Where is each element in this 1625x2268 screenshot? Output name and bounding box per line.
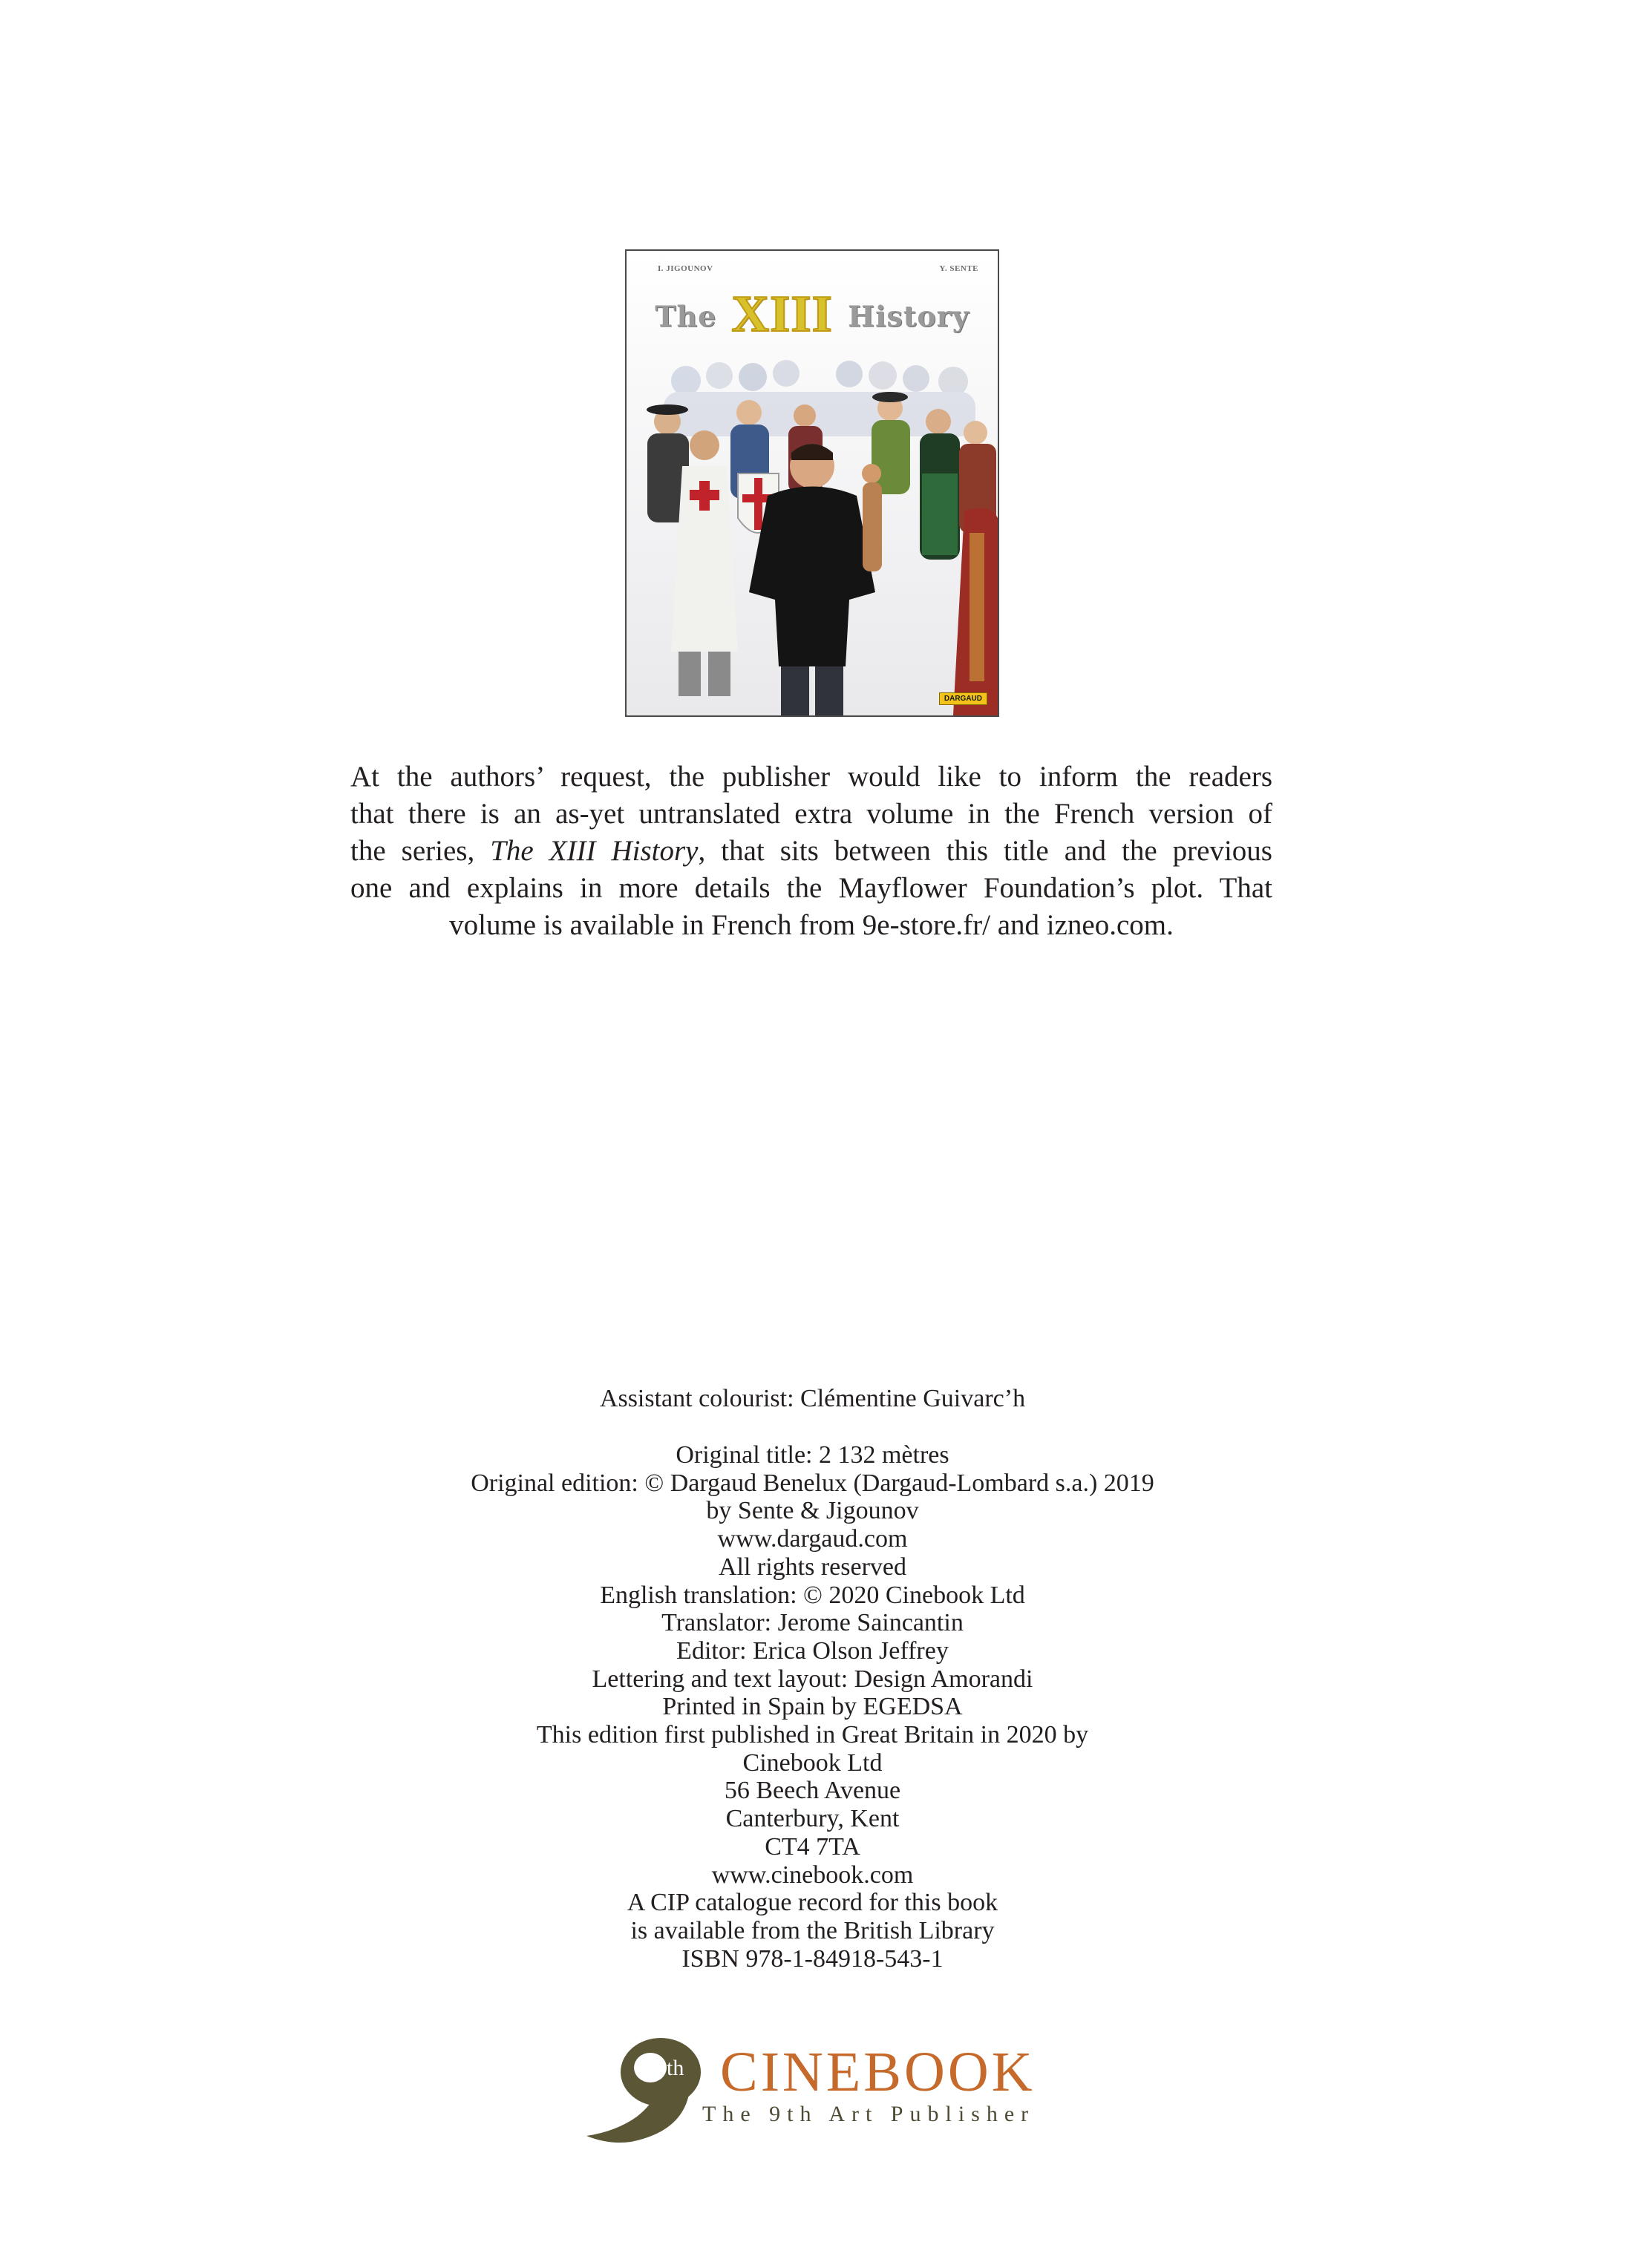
logo-tagline: The 9th Art Publisher [702, 2102, 1036, 2126]
logo-superscript: th [667, 2056, 684, 2080]
cover-title [627, 286, 998, 343]
credit-line: www.cinebook.com [711, 1861, 914, 1889]
cinebook-logo [579, 2033, 1054, 2145]
credit-line: by Sente & Jigounov [706, 1497, 919, 1525]
credit-line: Printed in Spain by EGEDSA [662, 1693, 963, 1721]
credit-line: Translator: Jerome Saincantin [661, 1609, 964, 1637]
xiii-logo: XIII [731, 286, 833, 343]
credit-line: CT4 7TA [765, 1832, 860, 1861]
translation-notice [350, 758, 1272, 944]
notice-text: , that sits between this title and the previous [698, 835, 1272, 867]
credit-line: This edition first published in Great Britain in 2020 by [536, 1721, 1089, 1749]
credit-line: Assistant colourist: Clémentine Guivarc’h [599, 1385, 1026, 1412]
cover-author-credit: I. JIGOUNOV [658, 264, 713, 273]
cover-title-suffix: History [848, 299, 970, 333]
credit-line: English translation: © 2020 Cinebook Ltd [600, 1581, 1025, 1609]
credit-line: Canterbury, Kent [725, 1805, 900, 1833]
cover-thumbnail [625, 249, 999, 717]
nine-emblem-icon [579, 2033, 713, 2145]
notice-line [350, 833, 1272, 870]
notice-line: one and explains in more details the Mayflower Foundation’s plot. That [350, 872, 1272, 904]
assistant-colourist-credit [0, 1385, 1625, 1413]
credit-line: A CIP catalogue record for this book [627, 1889, 998, 1917]
cover-title-prefix: The [655, 299, 717, 333]
notice-text: the series, [350, 835, 491, 867]
credit-line: www.dargaud.com [717, 1525, 908, 1553]
credit-line: Original edition: © Dargaud Benelux (Dargaud-Lombard s.a.) 2019 [471, 1469, 1154, 1497]
credit-line: Cinebook Ltd [742, 1748, 883, 1777]
credit-line: Original title: 2 132 mètres [676, 1441, 949, 1469]
logo-wordmark: CINEBOOK [720, 2041, 1036, 2103]
notice-line: volume is available in French from 9e-store.fr/ and izneo.com. [449, 909, 1174, 941]
notice-line: At the authors’ request, the publisher would like to inform the readers [350, 761, 1272, 793]
book-title-italic: The XIII History [490, 835, 699, 867]
copyright-block [0, 1441, 1625, 1973]
credit-line: Lettering and text layout: Design Amorandi [592, 1665, 1033, 1693]
credit-line: 56 Beech Avenue [724, 1777, 901, 1805]
credit-line: is available from the British Library [630, 1916, 995, 1944]
notice-line: that there is an as-yet untranslated extra volume in the French version of [350, 798, 1272, 830]
credit-line: Editor: Erica Olson Jeffrey [676, 1636, 949, 1665]
credit-line: All rights reserved [718, 1553, 907, 1581]
dargaud-badge: DARGAUD [939, 692, 987, 705]
cover-writer-credit: Y. SENTE [939, 264, 978, 273]
credit-line: ISBN 978-1-84918-543-1 [681, 1944, 944, 1973]
